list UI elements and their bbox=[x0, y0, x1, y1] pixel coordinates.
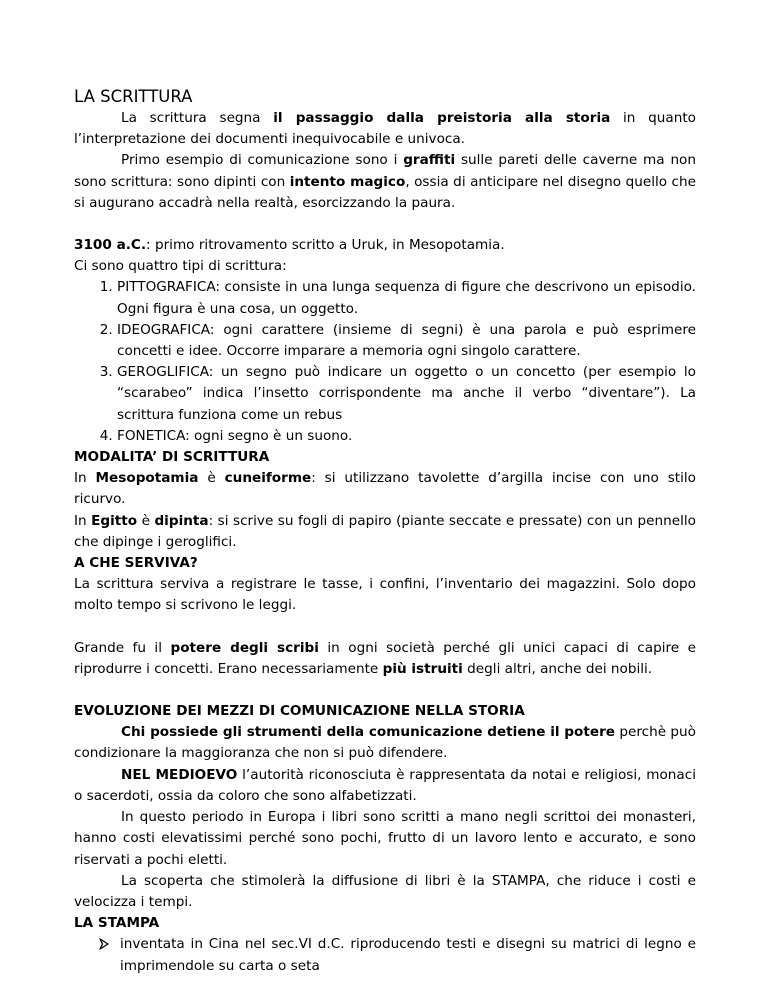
purpose-paragraph: La scrittura serviva a registrare le tasse, i confini, l’inventario dei magazzini. Solo dopo molto tempo si scrivono le leggi. bbox=[74, 576, 696, 614]
bold-run: Egitto bbox=[91, 512, 138, 529]
text-run: : si scrive su fogli di papiro (piante seccate e pressate) con un pennello che dipinge i geroglifici. bbox=[74, 512, 696, 550]
first-finding bbox=[74, 235, 696, 256]
section-heading bbox=[74, 913, 696, 934]
list-item: 2. IDEOGRAFICA: ogni carattere (insieme di segni) è una parola e può esprimere concetti e idee. Occorre imparare a memoria ogni singolo carattere. bbox=[117, 320, 696, 362]
text-run: degli altri, anche dei nobili. bbox=[462, 660, 653, 677]
text-run: è bbox=[198, 470, 225, 487]
intro-paragraph-2 bbox=[74, 150, 696, 214]
arrow-right-icon bbox=[98, 934, 114, 955]
list-item-text: inventata in Cina nel sec.VI d.C. riproducendo testi e disegni su matrici di legno e imprimendole su carta o seta bbox=[120, 936, 696, 974]
bold-run: dipinta bbox=[154, 512, 209, 529]
bold-run: Chi possiede gli strumenti della comunicazione detiene il potere bbox=[121, 724, 615, 741]
bold-run: 3100 a.C. bbox=[74, 237, 147, 254]
section-heading bbox=[74, 701, 696, 722]
evolution-paragraph-2 bbox=[74, 765, 696, 807]
list-item bbox=[98, 934, 696, 976]
bold-run: il passaggio dalla preistoria alla storia bbox=[273, 110, 611, 126]
evolution-paragraph-3: In questo periodo in Europa i libri sono scritti a mano negli scrittoi dei monasteri, hanno costi elevatissimi perché sono pochi, frutto di un lavoro lento e accurato, e sono riservati a pochi eletti. bbox=[74, 809, 696, 868]
bold-run: potere degli scribi bbox=[170, 639, 319, 656]
text-run: l’autorità riconosciuta è rappresentata da notai e religiosi, monaci o sacerdoti, ossia da coloro che sono alfabetizzati. bbox=[74, 766, 696, 804]
text-run: In bbox=[74, 470, 96, 487]
spacer bbox=[74, 214, 696, 235]
text-run: , ossia di anticipare nel disegno quello che si augurano accadrà nella realtà, esorcizzando la paura. bbox=[74, 173, 697, 211]
spacer bbox=[74, 617, 696, 638]
bold-run: graffiti bbox=[403, 152, 456, 169]
evolution-paragraph-1 bbox=[74, 722, 696, 764]
types-intro: Ci sono quattro tipi di scrittura: bbox=[74, 258, 287, 275]
writing-types-list bbox=[74, 277, 696, 447]
list-item: 4. FONETICA: ogni segno è un suono. bbox=[117, 426, 696, 447]
scribes-paragraph bbox=[74, 638, 696, 680]
bold-run: NEL MEDIOEVO bbox=[121, 766, 238, 783]
text-run: sulle pareti delle caverne ma non sono scrittura: sono dipinti con bbox=[74, 152, 696, 190]
evolution-paragraph-4: La scoperta che stimolerà la diffusione di libri è la STAMPA, che riduce i costi e velocizza i tempi. bbox=[74, 872, 696, 910]
text-run: In bbox=[74, 512, 92, 529]
heading-text: A CHE SERVIVA? bbox=[74, 555, 198, 572]
heading-text: MODALITA’ DI SCRITTURA bbox=[74, 449, 270, 466]
text-run: La scrittura segna bbox=[121, 110, 274, 126]
press-list bbox=[74, 934, 696, 976]
section-heading bbox=[74, 447, 696, 468]
list-item: 1. PITTOGRAFICA: consiste in una lunga sequenza di figure che descrivono un episodio. Ogni figura è una cosa, un oggetto. bbox=[117, 277, 696, 319]
section-heading bbox=[74, 553, 696, 574]
text-run: in ogni società perché gli unici capaci di capire e riprodurre i concetti. Erano necessariamente bbox=[74, 639, 696, 677]
text-run: Grande fu il bbox=[74, 639, 171, 656]
list-item: 3. GEROGLIFICA: un segno può indicare un oggetto o un concetto (per esempio lo “scarabeo” indica l’insetto corrispondente ma anche il verbo “diventare”). La scrittura funziona come un rebus bbox=[117, 362, 696, 426]
bold-run: più istruiti bbox=[382, 660, 463, 677]
mesopotamia-paragraph bbox=[74, 468, 696, 510]
heading-text: LA STAMPA bbox=[74, 915, 160, 932]
bold-run: cuneiforme bbox=[224, 470, 312, 487]
document-page bbox=[74, 86, 696, 977]
text-run: Primo esempio di comunicazione sono i bbox=[121, 152, 404, 169]
text-run: perchè può condizionare la maggioranza che non si può difendere. bbox=[74, 724, 696, 762]
bold-run: Mesopotamia bbox=[95, 470, 199, 487]
text-run: : primo ritrovamento scritto a Uruk, in Mesopotamia. bbox=[146, 237, 505, 254]
text-run: in quanto l’interpretazione dei documenti inequivocabile e univoca. bbox=[74, 110, 696, 148]
text-run: : si utilizzano tavolette d’argilla incise con uno stilo ricurvo. bbox=[74, 470, 696, 508]
bold-run: intento magico bbox=[289, 173, 406, 190]
heading-text: EVOLUZIONE DEI MEZZI DI COMUNICAZIONE NELLA STORIA bbox=[74, 703, 525, 720]
page-title: LA SCRITTURA bbox=[74, 87, 193, 106]
egypt-paragraph bbox=[74, 511, 696, 553]
text-run: è bbox=[137, 512, 155, 529]
spacer bbox=[74, 680, 696, 701]
intro-paragraph-1 bbox=[74, 108, 696, 150]
